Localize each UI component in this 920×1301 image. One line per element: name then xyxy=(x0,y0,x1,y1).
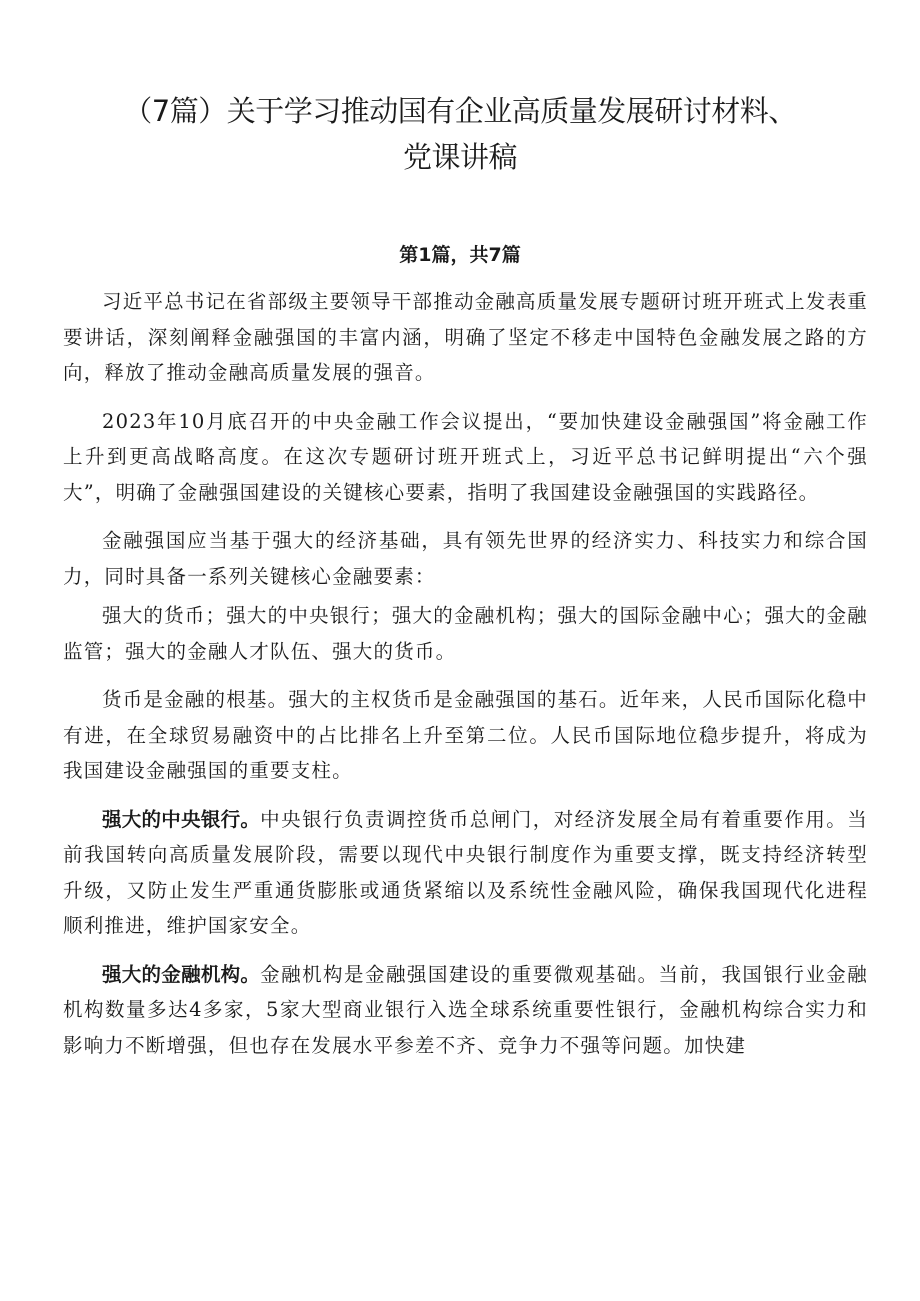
paragraph-text: 金融强国应当基于强大的经济基础，具有领先世界的经济实力、科技实力和综合国力，同时具备一系列关键核心金融要素： xyxy=(63,529,868,588)
paragraph-text: 中央银行负责调控货币总闸门，对经济发展全局有着重要作用。当前我国转向高质量发展阶段，需要以现代中央银行制度作为重要支撑，既支持经济转型升级，又防止发生严重通货膨胀或通货紧缩以及系统性金融风险，确保我国现代化进程顺利推进，维护国家安全。 xyxy=(63,807,868,937)
paragraph xyxy=(63,957,868,1064)
section-heading: 第1篇，共7篇 xyxy=(399,244,521,266)
paragraph xyxy=(63,523,868,594)
paragraph xyxy=(63,284,868,391)
paragraph-lead: 强大的中央银行。 xyxy=(102,807,261,831)
paragraph-text: 金融机构是金融强国建设的重要微观基础。当前，我国银行业金融机构数量多达4多家，5家大型商业银行入选全球系统重要性银行，金融机构综合实力和影响力不断增强，但也存在发展水平参差不齐、竞争力不强等问题。加快建 xyxy=(63,962,868,1057)
title-line-2: 党课讲稿 xyxy=(402,140,517,174)
paragraph-text: 2023年10月底召开的中央金融工作会议提出，“要加快建设金融强国”将金融工作上升到更高战略高度。在这次专题研讨班开班式上，习近平总书记鲜明提出“六个强大”，明确了金融强国建设的关键核心要素，指明了我国建设金融强国的实践路径。 xyxy=(63,409,868,504)
paragraph-text: 强大的货币；强大的中央银行；强大的金融机构；强大的国际金融中心；强大的金融监管；强大的金融人才队伍、强大的货币。 xyxy=(63,604,868,663)
paragraph xyxy=(63,682,868,789)
paragraph xyxy=(63,598,868,669)
paragraph xyxy=(63,404,868,511)
document-title xyxy=(60,88,860,180)
paragraph xyxy=(63,802,868,944)
paragraph-text: 货币是金融的根基。强大的主权货币是金融强国的基石。近年来，人民币国际化稳中有进，在全球贸易融资中的占比排名上升至第二位。人民币国际地位稳步提升，将成为我国建设金融强国的重要支柱。 xyxy=(63,688,868,782)
document-body xyxy=(63,284,868,1076)
paragraph-lead: 强大的金融机构。 xyxy=(102,962,261,986)
paragraph-text: 习近平总书记在省部级主要领导干部推动金融高质量发展专题研讨班开班式上发表重要讲话，深刻阐释金融强国的丰富内涵，明确了坚定不移走中国特色金融发展之路的方向，释放了推动金融高质量发展的强音。 xyxy=(63,290,868,384)
title-line-1: （7篇）关于学习推动国有企业高质量发展研讨材料、 xyxy=(123,94,797,128)
